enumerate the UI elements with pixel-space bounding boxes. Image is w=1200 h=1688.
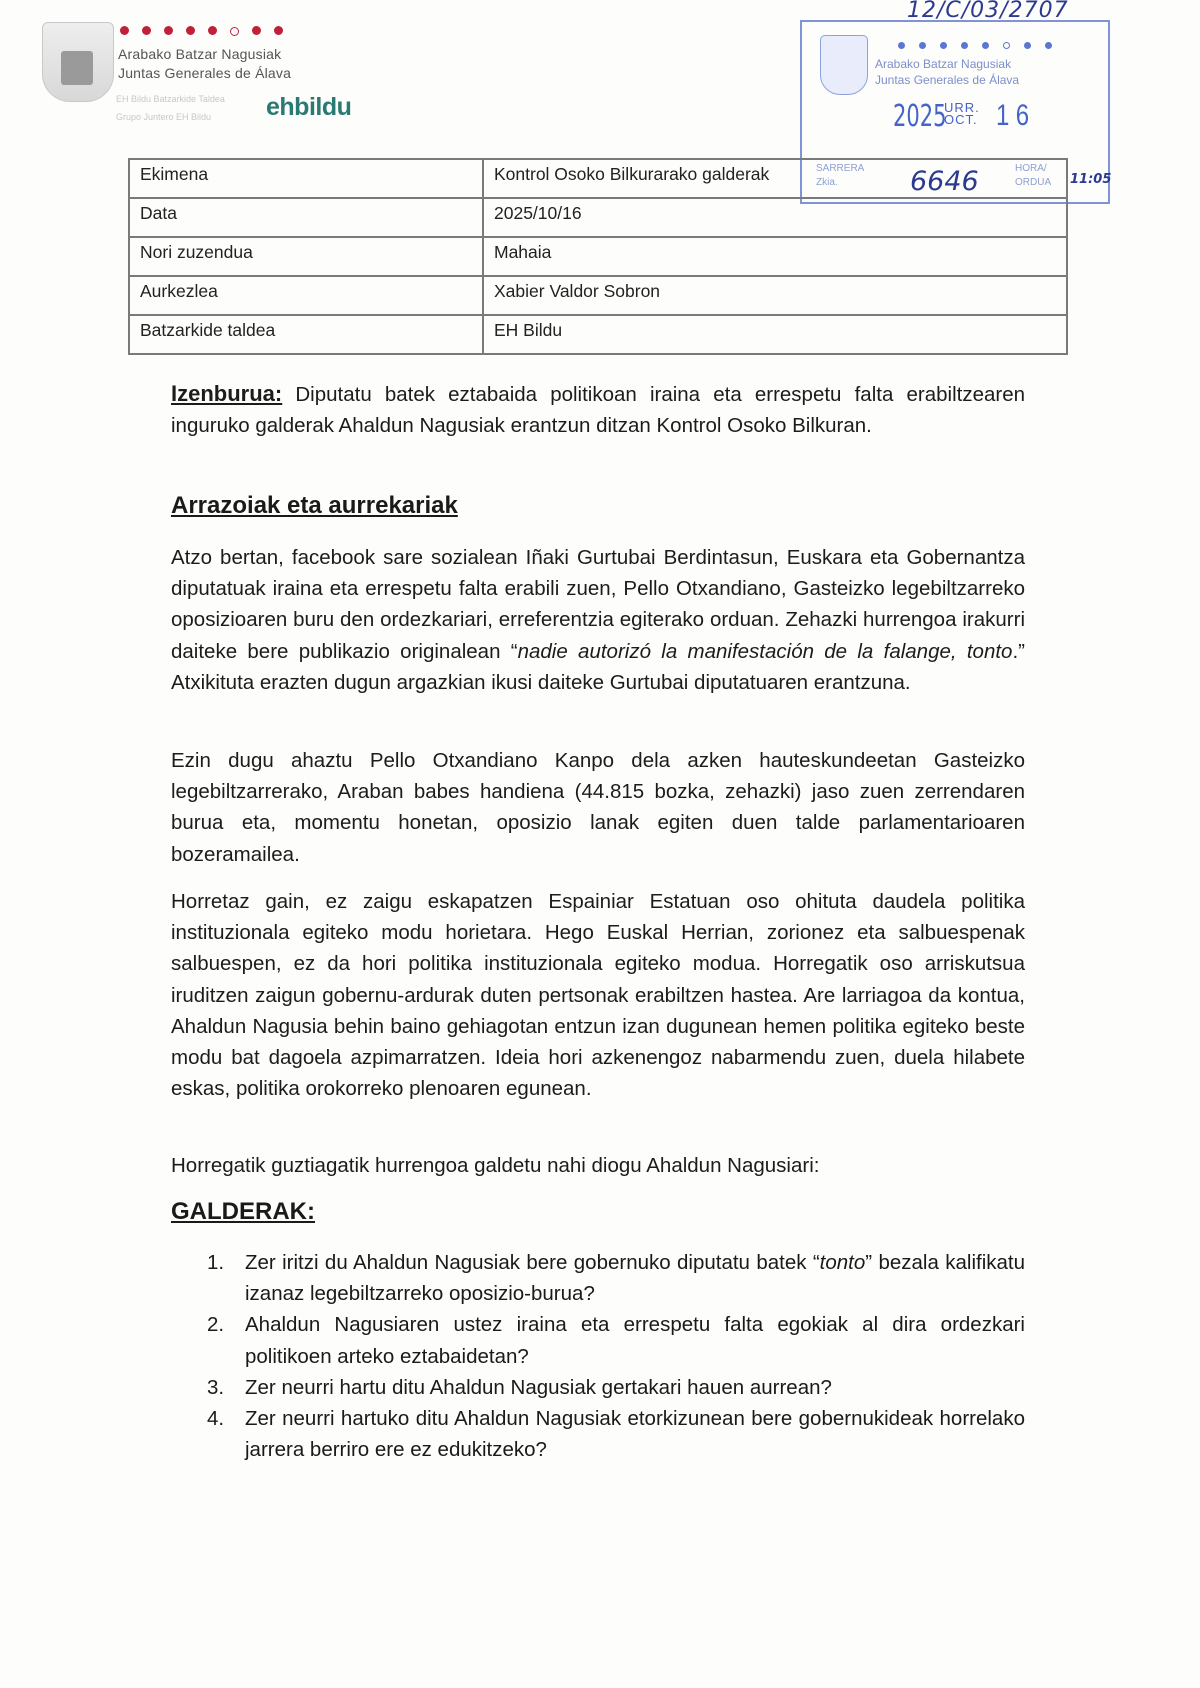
row-label: Data	[129, 198, 483, 237]
dot-icon	[1045, 42, 1052, 49]
dot-icon	[186, 26, 195, 35]
question-text: Zer neurri hartu ditu Ahaldun Nagusiak gertakari hauen aurrean?	[245, 1375, 832, 1399]
stamp-day: 16	[996, 99, 1036, 132]
org-name-spanish: Juntas Generales de Álava	[118, 65, 292, 81]
question-text: Zer iritzi du Ahaldun Nagusiak bere gobernuko diputatu batek “	[245, 1251, 820, 1274]
dot-icon	[1024, 42, 1031, 49]
dot-hollow-icon	[1003, 42, 1010, 49]
list-item	[207, 1403, 1025, 1465]
stamp-month	[944, 102, 980, 126]
dot-icon	[164, 26, 173, 35]
table-row	[129, 315, 1067, 354]
initiative-metadata-table	[128, 158, 1068, 355]
paragraph: Horretaz gain, ez zaigu eskapatzen Espainiar Estatuan oso ohituta daudela politika instituzionala egiteko modu horietara. Hego Euskal Herrian, zorionez eta salbuespenak salbuespen, ez da hori politika instituzionala egiteko modua. Horregatik oso arriskutsua iruditzen zaigun gobernu-ardurak duten pertsonak erabiltzen hastea. Are larriagoa da kontua, Ahaldun Nagusia behin baino gehiagotan entzun izan dugunean hemen politika egiteko beste modu bat dagoela azpimarratzen. Ideia hori azkenengoz nabarmendu zuen, duela hilabete eskas, politika orokorreko plenoaren egunean.	[171, 890, 1025, 1101]
stamp-dots	[898, 42, 1052, 49]
section-heading-questions: GALDERAK:	[171, 1198, 315, 1225]
dot-icon	[982, 42, 989, 49]
coat-of-arms-logo	[42, 22, 114, 102]
row-value: Mahaia	[483, 237, 1067, 276]
question-text: ” bezala kalifikatu izanaz legebiltzarreko oposizio-burua?	[245, 1251, 1026, 1306]
org-name-basque: Arabako Batzar Nagusiak	[118, 46, 282, 62]
dot-icon	[898, 42, 905, 49]
list-number: 1.	[207, 1251, 225, 1274]
table-row	[129, 276, 1067, 315]
stamp-entry-label-2: Zkia.	[816, 177, 838, 188]
paragraph-text: Atzo bertan, facebook sare sozialean Iñaki Gurtubai Berdintasun, Euskara eta Gobernantza diputatuak iraina eta errespetu falta erabili zuen, Pello Otxandiano, Gasteizko legebiltzarreko oposizioaren buru den ordezkariari, erreferentzia egiterako orduan. Zehazki hurrengoa irakurri daiteke bere publikazio originalean “	[171, 546, 1025, 663]
handwritten-reference: 12/C/03/2707	[907, 0, 1069, 23]
dot-icon	[940, 42, 947, 49]
questions-list	[171, 1247, 1025, 1465]
stamp-month-eu: URR.	[944, 100, 980, 115]
table-row	[129, 159, 1067, 198]
stamp-crest-icon	[820, 35, 868, 95]
section-heading-reasons: Arrazoiak eta aurrekariak	[171, 492, 458, 519]
list-item	[207, 1372, 1025, 1403]
paragraph: Ezin dugu ahaztu Pello Otxandiano Kanpo dela azken hauteskundeetan Gasteizko legebiltzarrerako, Araban babes handiena (44.815 bozka, zehazki) jaso zuen zerrendaren burua eta, momentu honetan, oposizio lanak egiten duen talde parlamentarioaren bozeramailea.	[171, 749, 1025, 866]
stamp-time: 11:05	[1070, 172, 1112, 187]
stamp-entry-number: 6646	[910, 166, 979, 197]
document-title	[171, 378, 1025, 441]
row-value: EH Bildu	[483, 315, 1067, 354]
ehbildu-logo: ehbildu	[266, 93, 352, 121]
table-row	[129, 237, 1067, 276]
table-row	[129, 198, 1067, 237]
question-text: Ahaldun Nagusiaren ustez iraina eta errespetu falta egokiak al dira ordezkari politikoen arteko eztabaidetan?	[245, 1313, 1025, 1368]
list-item	[207, 1247, 1026, 1309]
row-value: Xabier Valdor Sobron	[483, 276, 1067, 315]
dot-icon	[120, 26, 129, 35]
dot-icon	[961, 42, 968, 49]
stamp-year: 2025	[893, 99, 947, 134]
title-text: Diputatu batek eztabaida politikoan iraina eta errespetu falta erabiltzearen inguruko galderak Ahaldun Nagusiak erantzun ditzan Kontrol Osoko Bilkuran.	[171, 383, 1025, 438]
group-name-basque: EH Bildu Batzarkide Taldea	[116, 94, 225, 104]
brand-dots	[120, 26, 283, 36]
dot-icon	[919, 42, 926, 49]
group-name-spanish: Grupo Juntero EH Bildu	[116, 112, 212, 122]
stamp-month-es: OCT.	[944, 112, 978, 127]
question-text: Zer neurri hartuko ditu Ahaldun Nagusiak etorkizunean bere gobernukideak horrelako jarrera berriro ere ez edukitzeko?	[245, 1407, 1025, 1462]
list-item	[207, 1309, 1025, 1371]
dot-icon	[274, 26, 283, 35]
paragraph-text: .” Atxikituta erazten dugun argazkian ikusi daiteke Gurtubai diputatuaren erantzuna.	[171, 639, 1025, 694]
row-label: Nori zuzendua	[129, 237, 483, 276]
stamp-time-label-2: ORDUA	[1015, 177, 1052, 188]
stamp-org-basque: Arabako Batzar Nagusiak	[875, 57, 1012, 71]
row-label: Ekimena	[129, 159, 483, 198]
row-label: Batzarkide taldea	[129, 315, 483, 354]
title-label: Izenburua:	[171, 381, 283, 406]
dot-icon	[208, 26, 217, 35]
paragraph	[171, 542, 1025, 698]
paragraph: Horregatik guztiagatik hurrengoa galdetu nahi diogu Ahaldun Nagusiari:	[171, 1154, 820, 1177]
list-number: 3.	[207, 1375, 225, 1399]
quoted-text: nadie autorizó la manifestación de la falange, tonto	[517, 639, 1013, 663]
dot-hollow-icon	[230, 27, 239, 36]
stamp-time-label-1: HORA/	[1015, 163, 1047, 174]
stamp-org-spanish: Juntas Generales de Álava	[875, 73, 1020, 87]
row-value: 2025/10/16	[483, 198, 1067, 237]
row-value: Kontrol Osoko Bilkurarako galderak	[483, 159, 1067, 198]
list-number: 4.	[207, 1407, 225, 1431]
dot-icon	[252, 26, 261, 35]
quoted-text: tonto	[819, 1251, 866, 1274]
dot-icon	[142, 26, 151, 35]
row-label: Aurkezlea	[129, 276, 483, 315]
list-number: 2.	[207, 1313, 225, 1337]
stamp-entry-label-1: SARRERA	[816, 163, 865, 174]
